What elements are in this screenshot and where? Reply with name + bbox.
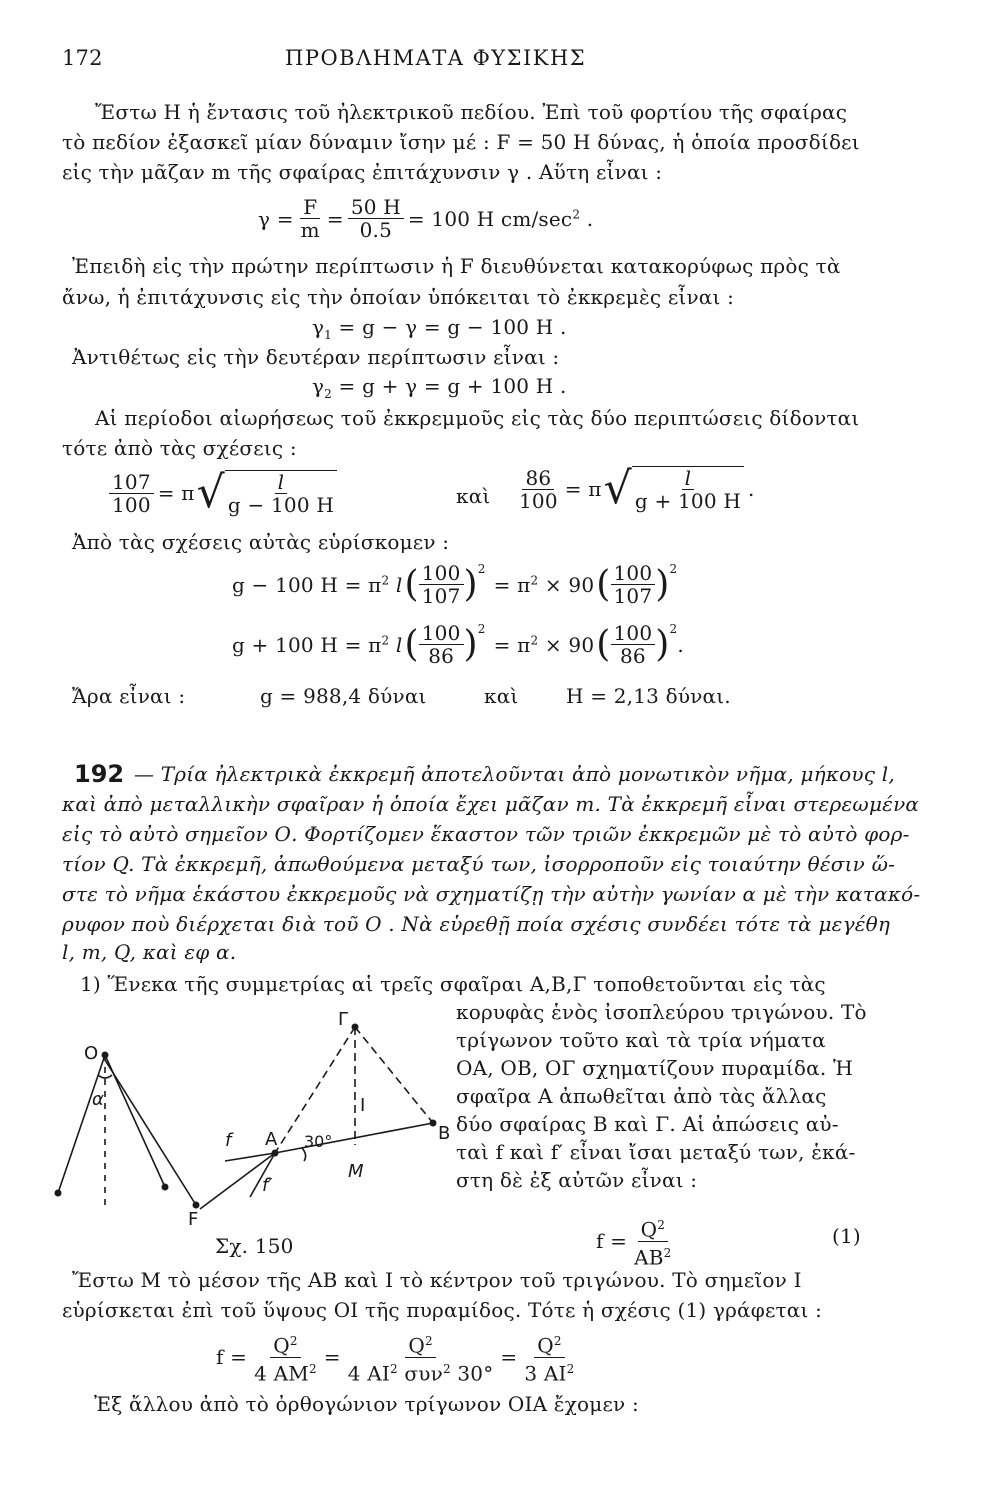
equation-period-2: $\frac{86}{100}$ = π √ $\frac{l}{g + 100 H}$ .	[519, 463, 755, 514]
equation-tag: (1)	[832, 1224, 861, 1248]
text-line: Ἐξ ἄλλου ἀπὸ τὸ ὀρθογώνιον τρίγωνον ΟΙΑ ἔχομεν :	[94, 1392, 639, 1416]
result-H: H = 2,13 δύναι.	[566, 684, 731, 708]
text-line: 1) Ἕνεκα τῆς συμμετρίας αἱ τρεῖς σφαῖραι Α,Β,Γ τοποθετοῦνται εἰς τὰς	[80, 972, 826, 996]
equation-gamma2: $\gamma_2 = g + \gamma = g + 100$ Η .	[312, 374, 567, 401]
figure-caption: Σχ. 150	[215, 1234, 294, 1258]
text-line: Ἀπὸ τὰς σχέσεις αὐτὰς εὑρίσκομεν :	[72, 530, 450, 554]
problem-line: εἰς τὸ αὐτὸ σημεῖον Ο. Φορτίζομεν ἕκαστον τῶν τριῶν ἐκκρεμῶν μὲ τὸ αὐτὸ φορ-	[62, 822, 910, 846]
page-number: 172	[62, 46, 103, 70]
equation-period-1: $\frac{107}{100}$ = π √ $\frac{l}{g - 100 H}$	[105, 470, 341, 516]
equation-f-expanded: f = $\frac{Q^2}{4 AM^2}$ = $\frac{Q^2}{4 AI^2 \sigma\upsilon\nu^2 30^\circ}$ = $\frac{Q^2}{3 AI^2}$	[216, 1330, 581, 1384]
thread-to-F	[105, 1060, 196, 1205]
equation-g-plus: g + 100 $H = \pi^2$ l ( $\frac{100}{86}$ ) $^2$ = $\pi^2 \times 90$ ( $\frac{100}{86}$ ) $^2$ .	[232, 621, 684, 668]
text-line: δύο σφαίρας Β καὶ Γ. Αἱ ἀπώσεις αὐ-	[456, 1112, 839, 1136]
label-A: A	[265, 1129, 278, 1150]
text-line: ταὶ f καὶ f′ εἶναι ἴσαι μεταξύ των, ἑκά-	[456, 1140, 856, 1164]
text-line: Αἱ περίοδοι αἰωρήσεως τοῦ ἐκκρεμμοῦς εἰς τὰς δύο περιπτώσεις δίδονται	[95, 406, 860, 430]
equation-gamma1: $\gamma_1 = g - \gamma = g - 100$ Η .	[312, 315, 567, 342]
ara-label: Ἄρα εἶναι :	[72, 684, 186, 708]
edge-AB	[275, 1123, 433, 1153]
problem-line: — Τρία ἠλεκτρικὰ ἐκκρεμῆ ἀποτελοῦνται ἀπὸ μονωτικὸν νῆμα, μήκους l,	[134, 762, 895, 786]
text-line: ΟΑ, ΟΒ, ΟΓ σχηματίζουν πυραμίδα. Ἡ	[456, 1056, 854, 1080]
problem-line: ρυφον ποὺ διέρχεται διὰ τοῦ Ο . Νὰ εὑρεθῇ ποία σχέσις συνδέει τότε τὰ μεγέθη	[62, 912, 891, 936]
problem-line: l, m, Q, καὶ εφ α.	[62, 940, 237, 964]
running-title: ΠΡΟΒΛΗΜΑΤΑ ΦΥΣΙΚΗΣ	[285, 46, 587, 70]
kai-word: καὶ	[484, 684, 519, 708]
label-f: f	[225, 1130, 232, 1151]
text-line: Ἔστω Μ τὸ μέσον τῆς ΑΒ καὶ Ι τὸ κέντρον τοῦ τριγώνου. Τὸ σημεῖον Ι	[72, 1268, 802, 1292]
text-line: Ἀντιθέτως εἰς τὴν δευτέραν περίπτωσιν εἶναι :	[72, 345, 560, 369]
label-F: F	[188, 1209, 199, 1230]
label-angle: 30°	[304, 1132, 333, 1151]
problem-line: τίον Q. Τὰ ἐκκρεμῆ, ἀπωθούμενα μεταξύ των, ἰσορροποῦν εἰς τοιαύτην θέσιν ὥ-	[62, 852, 896, 876]
problem-number: 192	[74, 760, 125, 788]
label-alpha: α	[92, 1089, 104, 1110]
text-line: στη δὲ ἐξ αὐτῶν εἶναι :	[456, 1168, 698, 1192]
text-line: τότε ἀπὸ τὰς σχέσεις :	[62, 436, 297, 460]
text-line: ἄνω, ἡ ἐπιτάχυνσις εἰς τὴν ὁποίαν ὑπόκειται τὸ ἐκκρεμὲς εἶναι :	[62, 285, 735, 309]
text-line: τὸ πεδίον ἐξασκεῖ μίαν δύναμιν ἴσην μέ : F = 50 Η δύνας, ἡ ὁποία προσδίδει	[62, 130, 860, 154]
figure-150-pyramid	[40, 1005, 460, 1230]
force-f	[225, 1153, 275, 1161]
text-line: κορυφὰς ἑνὸς ἰσοπλεύρου τριγώνου. Τὸ	[456, 1000, 867, 1024]
text-line: Ἔστω Η ἡ ἔντασις τοῦ ἠλεκτρικοῦ πεδίου. Ἐπὶ τοῦ φορτίου τῆς σφαίρας	[95, 100, 848, 124]
edge-GB	[355, 1027, 433, 1123]
equation-1: f = $\frac{Q^2}{AB^2}$	[596, 1214, 679, 1268]
result-g: g = 988,4 δύναι	[260, 684, 427, 708]
label-M: M	[348, 1161, 364, 1182]
equation-gamma: γ = $\frac{F}{m}$ = $\frac{50 H}{0.5}$ = 100 Η $cm/\sec^2$ .	[258, 195, 594, 242]
text-line: εὑρίσκεται ἐπὶ τοῦ ὕψους ΟΙ τῆς πυραμίδος. Τότε ἡ σχέσις (1) γράφεται :	[62, 1298, 823, 1322]
equation-g-minus: g − 100 $H = \pi^2$ l ( $\frac{100}{107}$ ) $^2$ = $\pi^2 \times 90$ ( $\frac{100}{107}$ ) $^2$	[232, 561, 678, 608]
kai-word: καὶ	[456, 484, 491, 508]
label-O: O	[84, 1043, 99, 1064]
label-f-prime: f′	[262, 1175, 273, 1196]
label-B: B	[438, 1123, 451, 1144]
label-I: I	[360, 1095, 366, 1116]
text-line: εἰς τὴν μᾶζαν m τῆς σφαίρας ἐπιτάχυνσιν γ . Αὕτη εἶναι :	[62, 160, 663, 184]
label-Gamma: Γ	[338, 1009, 349, 1030]
text-line: σφαῖρα Α ἀπωθεῖται ἀπὸ τὰς ἄλλας	[456, 1084, 827, 1108]
text-line: Ἐπειδὴ εἰς τὴν πρώτην περίπτωσιν ἡ F διευθύνεται κατακορύφως πρὸς τὰ	[72, 254, 841, 278]
problem-line: στε τὸ νῆμα ἑκάστου ἐκκρεμοῦς νὰ σχηματίζῃ τὴν αὐτὴν γωνίαν α μὲ τὴν κατακό-	[62, 882, 921, 906]
text-line: τρίγωνον τοῦτο καὶ τὰ τρία νήματα	[456, 1028, 826, 1052]
problem-line: καὶ ἀπὸ μεταλλικὴν σφαῖραν ἡ ὁποία ἔχει μᾶζαν m. Τὰ ἐκκρεμῆ εἶναι στερεωμένα	[62, 792, 920, 816]
